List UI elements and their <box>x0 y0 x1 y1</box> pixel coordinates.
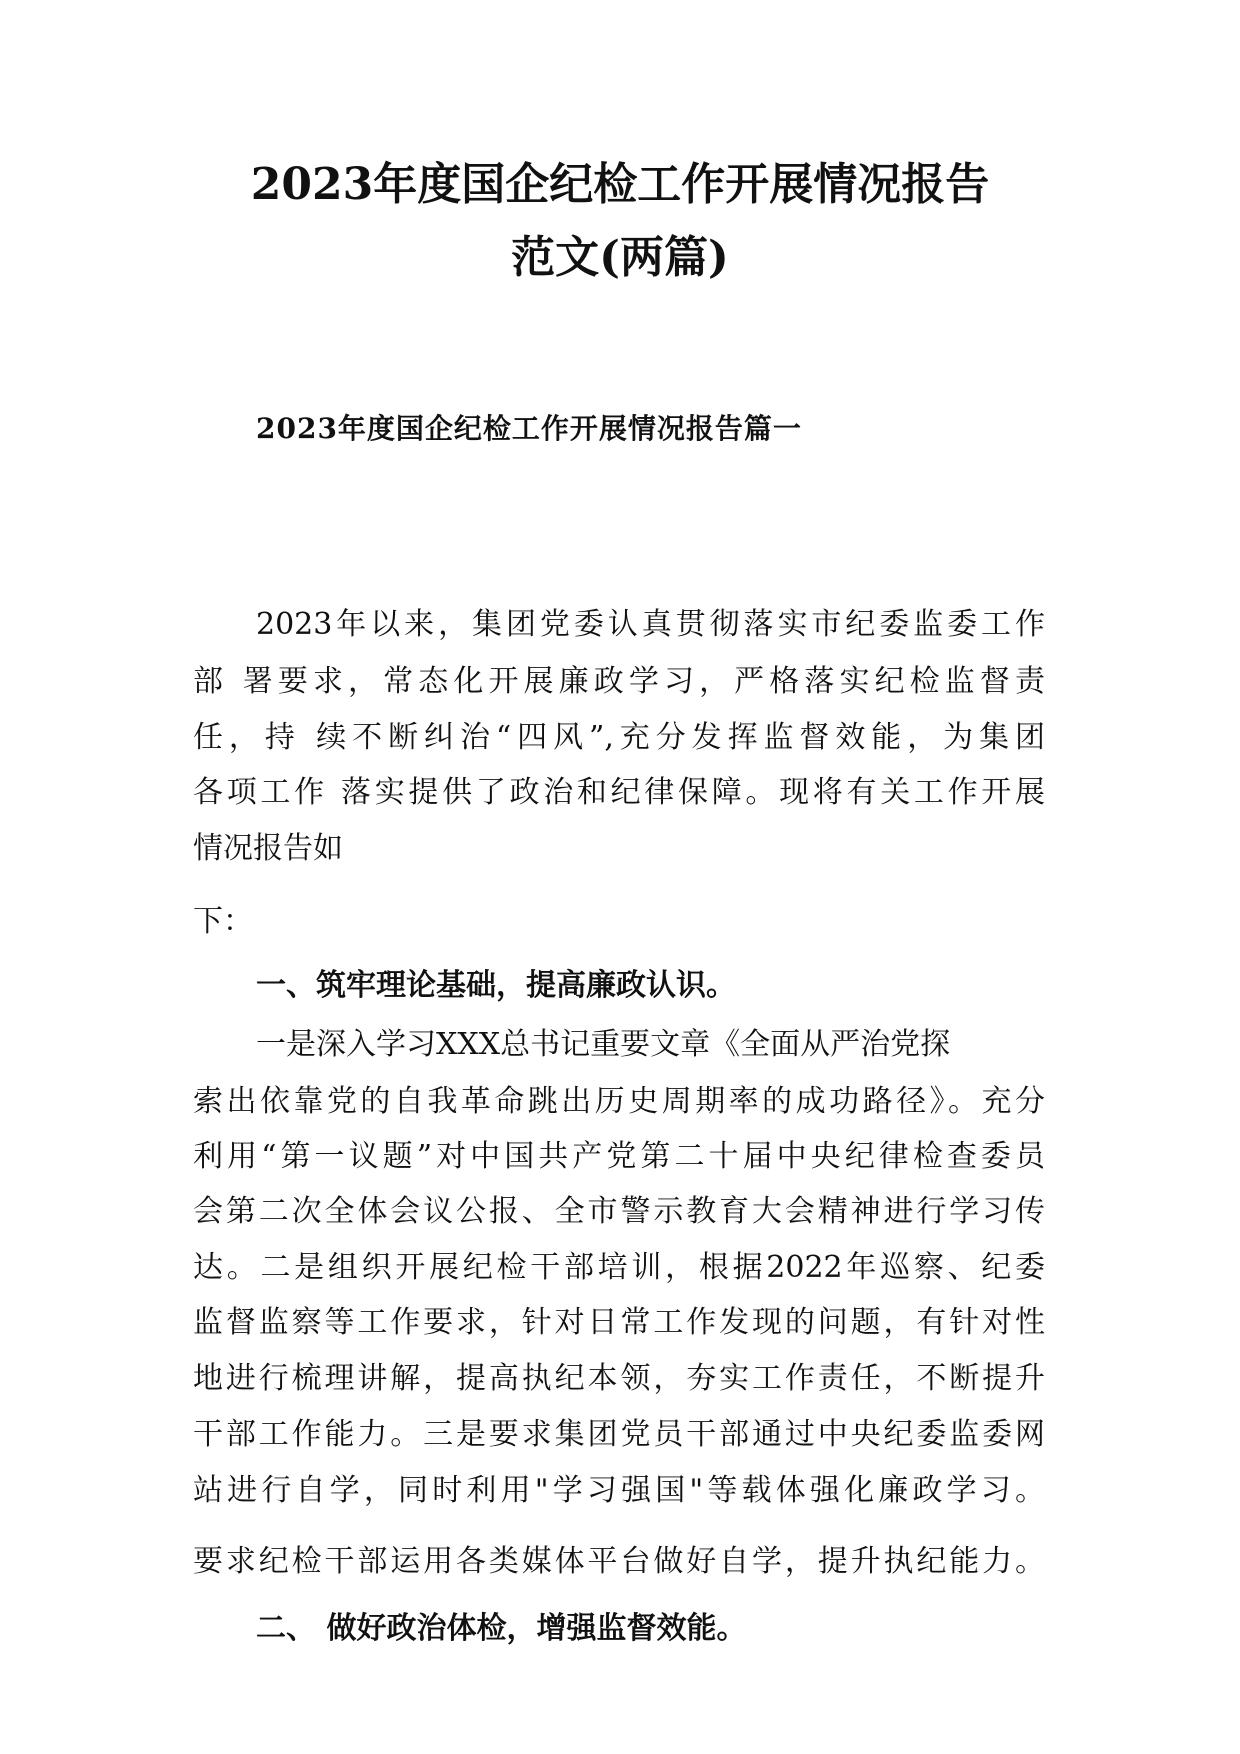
heading-part-2: 二、 做好政治体检，增强监督效能。 <box>256 1611 747 1646</box>
document-title-line-1: 2023年度国企纪检工作开展情况报告 <box>250 159 990 210</box>
part1-line: 达。二是组织开展纪检干部培训，根据2022年巡察、纪委 <box>193 1250 1045 1285</box>
intro-line: 部 署要求，常态化开展廉政学习，严格落实纪检监督责 <box>193 664 1045 699</box>
part1-line: 站进行自学，同时利用"学习强国"等载体强化廉政学习。 <box>193 1473 1045 1508</box>
part1-line: 干部工作能力。三是要求集团党员干部通过中央纪委监委网 <box>193 1417 1045 1452</box>
intro-line: 下： <box>193 904 253 939</box>
intro-line: 2023年以来，集团党委认真贯彻落实市纪委监委工作 <box>256 607 1045 642</box>
part1-line: 地进行梳理讲解，提高执纪本领，夯实工作责任，不断提升 <box>193 1361 1045 1396</box>
part1-line: 要求纪检干部运用各类媒体平台做好自学，提升执纪能力。 <box>193 1544 1045 1579</box>
part1-line: 索出依靠党的自我革命跳出历史周期率的成功路径》。充分 <box>193 1084 1045 1119</box>
intro-line: 各项工作 落实提供了政治和纪律保障。现将有关工作开展 <box>193 775 1045 810</box>
document-title-line-2: 范文(两篇) <box>511 232 729 283</box>
part1-line: 一是深入学习XXX总书记重要文章《全面从严治党探 <box>256 1027 951 1062</box>
part1-line: 会第二次全体会议公报、全市警示教育大会精神进行学习传 <box>193 1194 1045 1229</box>
part1-line: 监督监察等工作要求，针对日常工作发现的问题，有针对性 <box>193 1305 1045 1340</box>
intro-line: 任，持 续不断纠治“四风”,充分发挥监督效能，为集团 <box>193 720 1045 755</box>
intro-line: 情况报告如 <box>193 831 343 866</box>
part1-line: 利用“第一议题”对中国共产党第二十届中央纪律检查委员 <box>193 1139 1045 1174</box>
section-title: 2023年度国企纪检工作开展情况报告篇一 <box>256 412 802 445</box>
heading-part-1: 一、筑牢理论基础，提高廉政认识。 <box>256 968 736 1003</box>
